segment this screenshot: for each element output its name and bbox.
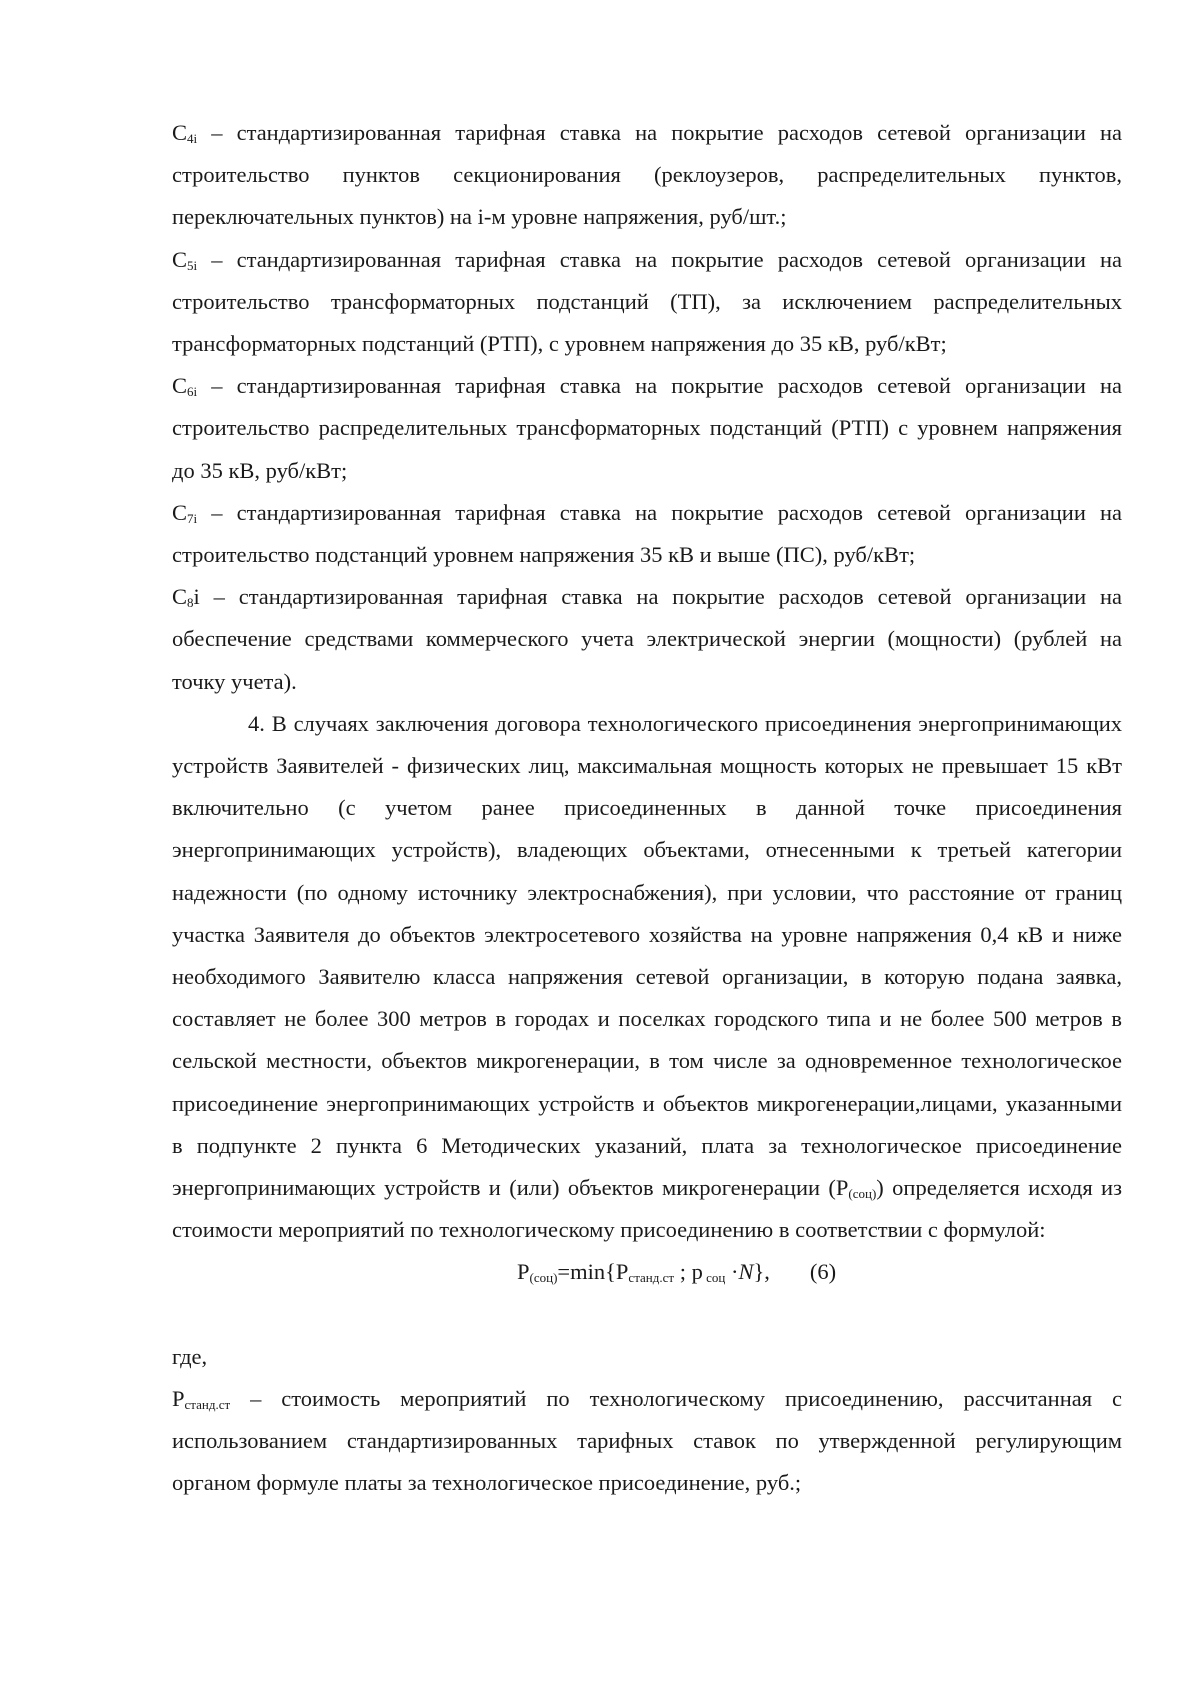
paragraph-4-text-end: ) определяется исходя из стоимости мероприятий по технологическому присоединению в соответствии с формулой:	[172, 1175, 1122, 1243]
subscript: (соц)	[848, 1186, 877, 1202]
spacer	[172, 1294, 1122, 1336]
where-label: где,	[172, 1343, 208, 1369]
definition-p-stand	[172, 1378, 1122, 1505]
formula-symbol: =min{P	[557, 1259, 629, 1285]
subscript: 6i	[187, 384, 198, 400]
formula-symbol: },	[753, 1259, 770, 1285]
subscript: 8	[187, 595, 194, 611]
symbol: C	[172, 120, 188, 145]
formula-subscript: (соц)	[529, 1270, 558, 1286]
formula-number: (6)	[809, 1259, 837, 1285]
formula-variable: N	[738, 1259, 754, 1285]
subscript: станд.ст	[184, 1396, 231, 1412]
formula-symbol: P	[517, 1259, 530, 1285]
document-page	[172, 112, 1122, 1505]
symbol: C	[172, 499, 188, 525]
paragraph-4	[172, 703, 1122, 1252]
definition-text: i – стандартизированная тарифная ставка на покрытие расходов сетевой организации на обеспечение средствами коммерческого учета электрической энергии (мощности) (рублей на точку учета).	[172, 584, 1122, 694]
definition-c6i	[172, 365, 1122, 492]
formula-symbol: ; p	[674, 1259, 703, 1285]
definition-c7i	[172, 492, 1122, 576]
formula-6	[172, 1251, 1122, 1293]
definition-text: – стандартизированная тарифная ставка на покрытие расходов сетевой организации на строительство подстанций уровнем напряжения 35 кВ и выше (ПС), руб/кВт;	[172, 499, 1122, 568]
formula-subscript: соц	[702, 1270, 726, 1286]
subscript: 4i	[187, 131, 198, 146]
formula-subscript: станд.ст	[628, 1270, 675, 1286]
symbol: P	[172, 1385, 185, 1411]
subscript: 5i	[187, 257, 198, 273]
definition-c5i	[172, 239, 1122, 366]
definition-text: – стандартизированная тарифная ставка на покрытие расходов сетевой организации на строительство трансформаторных подстанций (ТП), за исключением распределительных трансформаторных подстанций (РТП), с уровнем напряжения до 35 кВ, руб/кВт;	[172, 246, 1122, 357]
definition-c8i	[172, 576, 1122, 703]
symbol: C	[172, 373, 188, 399]
subscript: 7i	[187, 510, 198, 526]
symbol: C	[172, 246, 188, 272]
symbol: C	[172, 584, 188, 610]
paragraph-4-text: 4. В случаях заключения договора технологического присоединения энергопринимающих устройств Заявителей - физических лиц, максимальная мощность которых не превышает 15 кВт включительно (с учетом ранее присоединенных в данной точке присоединения энергопринимающих устройств), владеющих объектами, отнесенными к третьей категории надежности (по одному источнику электроснабжения), при условии, что расстояние от границ участка Заявителя до объектов электросетевого хозяйства на уровне напряжения 0,4 кВ и ниже необходимого Заявителю класса напряжения сетевой организации, в которую подана заявка, составляет не более 300 метров в городах и поселках городского типа и не более 500 метров в сельской местности, объектов микрогенерации, в том числе за одновременное технологическое присоединение энергопринимающих устройств и объектов микрогенерации,лицами, указанными в подпункте 2 пункта 6 Методических указаний, плата за технологическое присоединение энергопринимающих устройств и (или) объектов микрогенерации (P	[172, 710, 1122, 1201]
definition-c4i	[172, 112, 1122, 239]
definition-text: – стоимость мероприятий по технологическому присоединению, рассчитанная с использованием стандартизированных тарифных ставок по утвержденной регулирующим органом формуле платы за технологическое присоединение, руб.;	[172, 1385, 1122, 1496]
definition-text: – стандартизированная тарифная ставка на покрытие расходов сетевой организации на строительство распределительных трансформаторных подстанций (РТП) с уровнем напряжения до 35 кВ, руб/кВт;	[172, 373, 1122, 483]
formula-symbol: ·	[725, 1259, 739, 1285]
definition-text: – стандартизированная тарифная ставка на покрытие расходов сетевой организации на строительство пунктов секционирования (реклоузеров, распределительных пунктов, переключательных пунктов) на i-м уровне напряжения, руб/шт.;	[172, 120, 1122, 230]
